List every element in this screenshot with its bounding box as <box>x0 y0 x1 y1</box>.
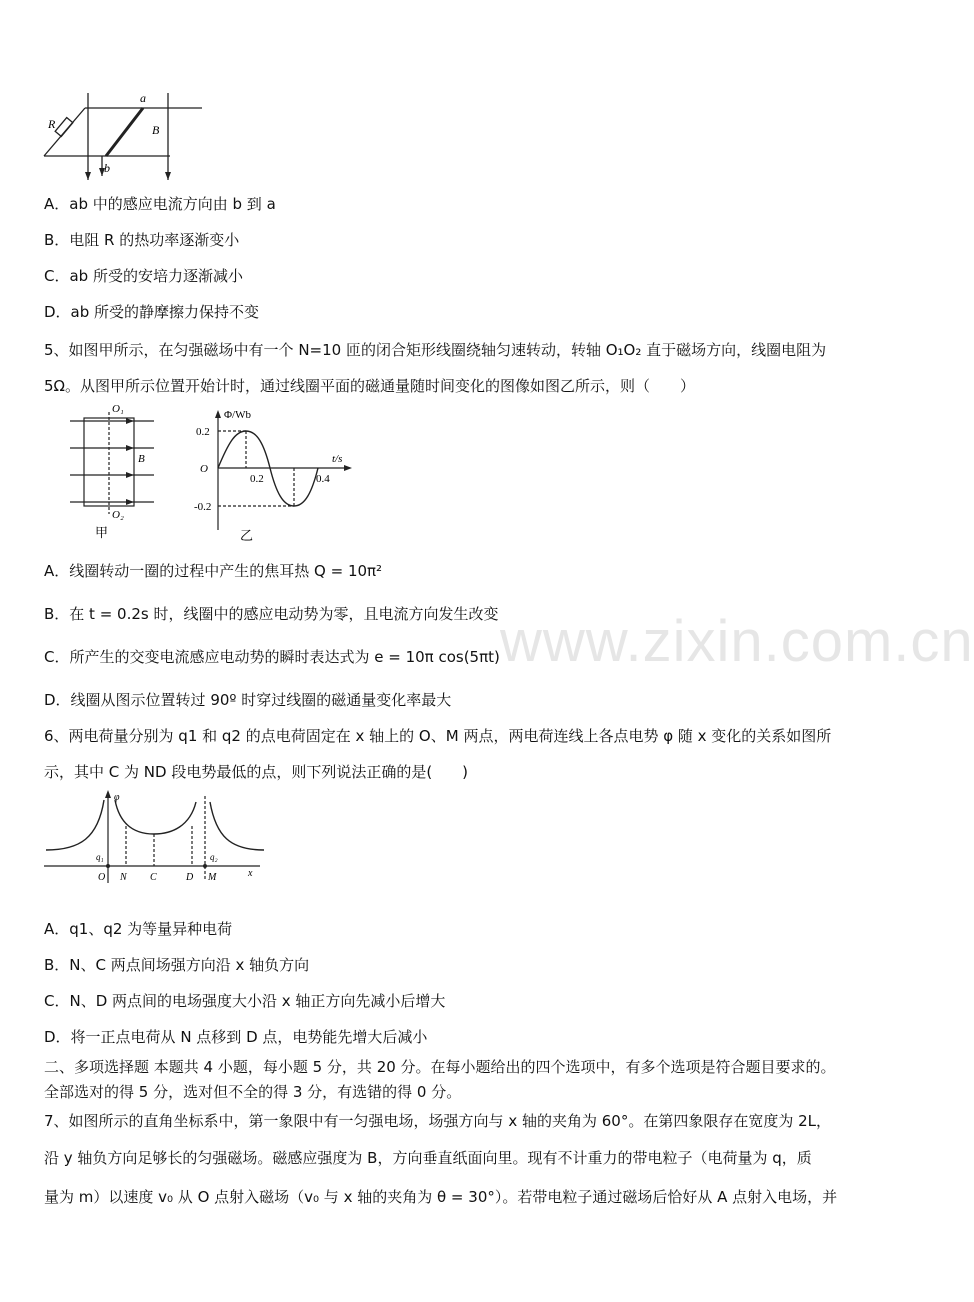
q4-option-c: C．ab 所受的安培力逐渐减小 <box>44 267 243 285</box>
q6-stem-line1: 6、两电荷量分别为 q1 和 q2 的点电荷固定在 x 轴上的 O、M 两点，两电荷连线上各点电势 φ 随 x 变化的关系如图所 <box>44 727 832 745</box>
q5-figure-yi <box>188 406 358 546</box>
section2-header-line1: 二、多项选择题 本题共 4 小题，每小题 5 分，共 20 分。在每小题给出的四个选项中，有多个选项是符合题目要求的。 <box>44 1058 836 1076</box>
y-tick-pos: 0.2 <box>196 426 210 438</box>
watermark: www.zixin.com.cn <box>500 609 974 674</box>
q7-line3: 量为 m）以速度 v₀ 从 O 点射入磁场（v₀ 与 x 轴的夹角为 θ = 30°）。若带电粒子通过磁场后恰好从 A 点射入电场，并 <box>44 1188 838 1206</box>
q7-line1: 7、如图所示的直角坐标系中，第一象限中有一匀强电场，场强方向与 x 轴的夹角为 60°。在第四象限存在宽度为 2L， <box>44 1112 831 1130</box>
y-tick-neg: -0.2 <box>194 501 212 513</box>
label-R: R <box>48 117 56 131</box>
xlabel: t/s <box>332 453 343 465</box>
q6-option-b: B．N、C 两点间场强方向沿 x 轴负方向 <box>44 956 310 974</box>
label-b: b <box>104 161 110 175</box>
q4-option-b: B．电阻 R 的热功率逐渐变小 <box>44 231 240 249</box>
q4-option-a: A．ab 中的感应电流方向由 b 到 a <box>44 195 276 213</box>
phi-label: φ <box>114 792 120 803</box>
q5-option-d: D．线圈从图示位置转过 90º 时穿过线圈的磁通量变化率最大 <box>44 691 452 709</box>
q2-label: q₂ <box>210 852 218 862</box>
label-B: B <box>152 123 160 137</box>
q4-option-d: D．ab 所受的静摩擦力保持不变 <box>44 303 260 321</box>
section2-header-line2: 全部选对的得 5 分，选对但不全的得 3 分，有选错的得 0 分。 <box>44 1083 462 1101</box>
q6-stem-line2: 示，其中 C 为 ND 段电势最低的点，则下列说法正确的是( ) <box>44 763 469 781</box>
caption-jia: 甲 <box>95 525 109 540</box>
q4-figure <box>40 88 210 183</box>
label-O2: O₂ <box>112 509 124 521</box>
D-label: D <box>186 872 194 883</box>
origin: O <box>200 463 208 475</box>
q5-figure-jia <box>62 398 162 543</box>
label-B: B <box>138 453 145 465</box>
q6-option-c: C．N、D 两点间的电场强度大小沿 x 轴正方向先减小后增大 <box>44 992 446 1010</box>
O-label: O <box>98 872 106 883</box>
N-label: N <box>120 872 127 883</box>
x-tick-1: 0.2 <box>250 473 264 485</box>
M-label: M <box>208 872 217 883</box>
q6-option-d: D．将一正点电荷从 N 点移到 D 点，电势能先增大后减小 <box>44 1028 428 1046</box>
q5-stem-line1: 5、如图甲所示，在匀强磁场中有一个 N=10 匝的闭合矩形线圈绕轴匀速转动，转轴 O₁O₂ 直于磁场方向，线圈电阻为 <box>44 341 827 359</box>
label-a: a <box>140 91 146 105</box>
q1-label: q₁ <box>96 852 104 862</box>
caption-yi: 乙 <box>240 528 254 543</box>
q5-stem-line2: 5Ω。从图甲所示位置开始计时，通过线圈平面的磁通量随时间变化的图像如图乙所示，则（ ） <box>44 377 696 395</box>
q5-option-c: C．所产生的交变电流感应电动势的瞬时表达式为 e = 10π cos(5πt) <box>44 648 500 666</box>
q7-line2: 沿 y 轴负方向足够长的匀强磁场。磁感应强度为 B，方向垂直纸面向里。现有不计重力的带电粒子（电荷量为 q，质 <box>44 1149 812 1167</box>
x-label: x <box>248 868 253 879</box>
q5-option-b: B．在 t = 0.2s 时，线圈中的感应电动势为零，且电流方向发生改变 <box>44 605 499 623</box>
C-label: C <box>150 872 157 883</box>
q6-option-a: A．q1、q2 为等量异种电荷 <box>44 920 233 938</box>
q6-figure <box>40 788 270 888</box>
ylabel: Φ/Wb <box>224 409 251 421</box>
x-tick-2: 0.4 <box>316 473 330 485</box>
label-O1: O₁ <box>112 403 124 415</box>
q5-option-a: A．线圈转动一圈的过程中产生的焦耳热 Q = 10π² <box>44 562 383 580</box>
